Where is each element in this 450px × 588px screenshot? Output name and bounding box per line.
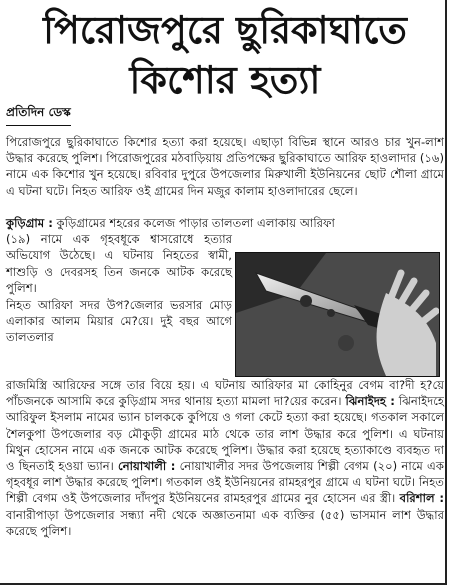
headline-line-1: পিরোজপুরে ছুরিকাঘাতে: [43, 8, 407, 52]
paragraph-4-noakhali: নোয়াখালীর সদর উপজেলায় শিল্পী বেগম (২০) নামে এক গৃহবধূর লাশ উদ্ধার করেছে পুলিশ। গতকাল ওই ইউনিয়নের রামহরপুর গ্রামে এ ঘটনা ঘটে। নিহত শিল্পী বেগম ওই উপজেলার দাঁদপুর ইউনিয়নের রামহরপুর গ্রামের নুর হোসেন এর স্ত্রী।: [6, 459, 444, 506]
paragraph-1: পিরোজপুরে ছুরিকাঘাতে কিশোর হত্যা করা হয়েছে। এছাড়া বিভিন্ন স্থানে আরও চার খুন-লাশ উদ্ধার করেছে পুলিশ। পিরোজপুরের মঠবাড়িয়ায় প্রতিপক্ষের ছুরিকাঘাতে আরিফ হাওলাদার (১৬) নামে এক কিশোর খুন হয়েছে। রবিবার দুপুরে উপজেলার মিরুখালী ইউনিয়নের ছোট শৌলা গ্রামে এ ঘটনা ঘটে। নিহত আরিফ ওই গ্রামের দিন মজুর কালাম হাওলাদারের ছেলে।: [6, 135, 444, 198]
paragraph-4-barishal: বানারীপাড়া উপজেলার সন্ধ্যা নদী থেকে অজ্ঞাতনামা এক ব্যক্তির (৫৫) ভাসমান লাশ উদ্ধার করেছে পুলিশ।: [6, 507, 444, 538]
paragraph-3: নিহত আরিফা সদর উপ?জেলার ভরসার মোড় এলাকার আলম মিয়ার মে?য়ে। দুই বছর আগে তালতলার: [6, 298, 232, 345]
paragraph-2-line-1: কুড়িগ্রামের শহরের কলেজ পাড়ার তালতলা এলাকায় আরিফা: [52, 216, 335, 230]
byline: প্রতিদিন ডেস্ক: [6, 104, 71, 126]
headline-line-2: কিশোর হত্যা: [129, 58, 321, 102]
paragraph-4-jhenaidah: ঝিনাইদহে আরিফুল ইসলাম নামের ভ্যান চালককে কুপিয়ে ও গলা কেটে হত্যা করা হয়েছে। গতকাল সকালে শৈলকুপা উপজেলার বড় মৌকুড়ী গ্রামের মাঠ থেকে তার লাশ উদ্ধার করে পুলিশ। এ ঘটনায় মিথুন হোসেন নামে এক জনকে আটক করেছে পুলিশ। উদ্ধার করা হয়েছে হত্যাকাণ্ডে ব্যবহৃত দা ও ছিনতাই হওয়া ভ্যান।: [6, 394, 444, 474]
location-label-kurigram: কুড়িগ্রাম :: [6, 216, 53, 230]
article-photo: [235, 252, 440, 377]
location-label-jhenaidah: ঝিনাইদহ :: [345, 394, 395, 409]
location-label-barishal: বরিশাল :: [399, 491, 444, 506]
location-label-noakhali: নোয়াখালী :: [118, 459, 176, 474]
paragraph-4: [6, 377, 444, 539]
knife-and-hand-illustration: [236, 253, 439, 376]
paragraph-4-start: রাজমিস্ত্রি আরিফের সঙ্গে তার বিয়ে হয়। এ ঘটনায় আরিফার মা কোহিনুর বেগম বা?দী হ?য়ে পাঁচজনকে আসামি করে কুড়িগ্রাম সদর থানায় হত্যা মামলা দা?য়ের করেন।: [6, 378, 444, 409]
paragraph-2-rest: (১৯) নামে এক গৃহবধূকে শ্বাসরোধে হত্যার অভিযোগ উঠেছে। এ ঘটনায় নিহতের স্বামী, শাশুড়ি ও দেবরসহ তিন জনকে আটক করেছে পুলিশ।: [6, 232, 232, 295]
